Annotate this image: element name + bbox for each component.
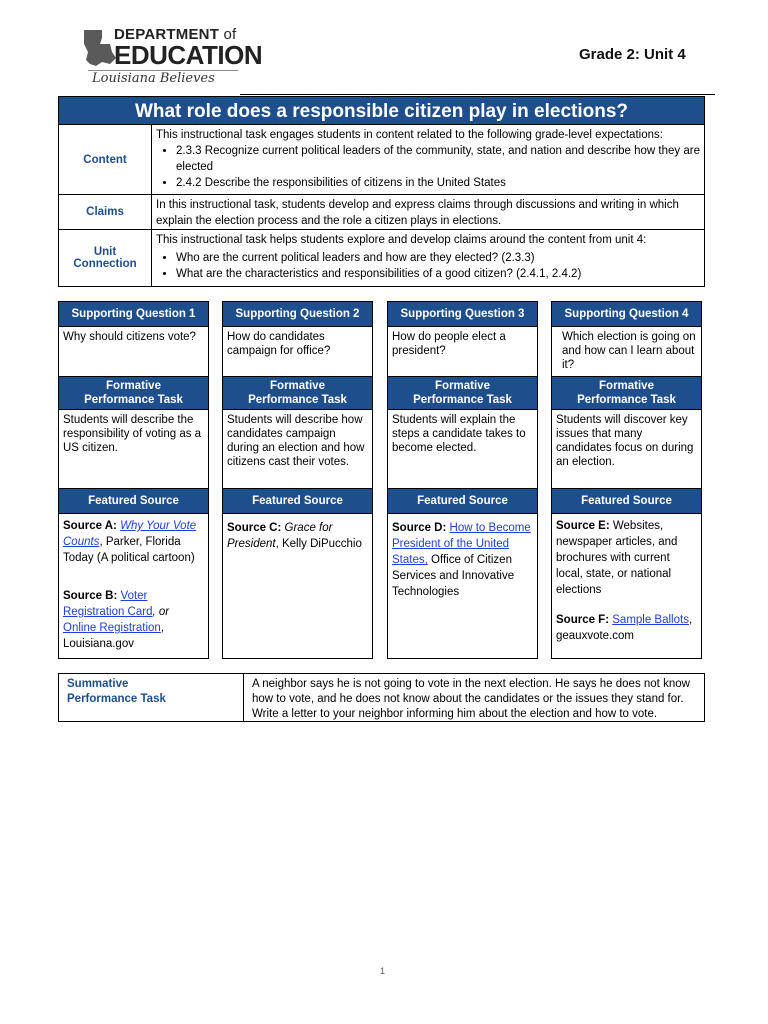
formative-task-text: Students will discover key issues that many candidates focus on during an election. [551,409,702,488]
formative-task-text: Students will explain the steps a candidate takes to become elected. [387,409,538,488]
supporting-question-column-1 [58,301,209,659]
source-b-link[interactable]: Voter Registration Card [63,590,153,618]
featured-source-text: Source A: Why Your Vote Counts, Parker, Florida Today (A political cartoon) Source B: Voter Registration Card, or Online Registration, Louisiana.gov [58,513,209,659]
source-f-link[interactable]: Sample Ballots [612,614,689,626]
unit-connection-intro: This instructional task helps students explore and develop claims around the content from unit 4: [156,234,647,246]
supporting-question-text: How do people elect a president? [387,326,538,376]
department-logo [82,26,263,88]
content-item: • 2.4.2 Describe the responsibilities of citizens in the United States [176,175,700,191]
featured-source-text: Source D: How to Become President of the United States, Office of Citizen Services and Innovative Technologies [387,513,538,659]
featured-source-text: Source C: Grace for President, Kelly DiPucchio [222,513,373,659]
formative-task-header: Formative Performance Task [58,376,209,409]
featured-source-header: Featured Source [222,488,373,513]
grade-unit-label: Grade 2: Unit 4 [579,46,686,63]
featured-source-header: Featured Source [58,488,209,513]
formative-task-text: Students will describe how candidates campaign during an election and how citizens cast their votes. [222,409,373,488]
unit-connection-item: • What are the characteristics and responsibilities of a good citizen? (2.4.1, 2.4.2) [176,266,700,282]
supporting-question-text: Which election is going on and how can I learn about it? [551,326,702,376]
source-d-link[interactable]: How to Become President of the United States, [392,522,531,566]
content-cell [152,125,704,194]
page-number: 1 [380,966,386,976]
logo-tagline: Louisiana Believes [92,71,215,86]
unit-connection-label: Unit Connection [59,230,152,286]
content-label: Content [59,125,152,194]
supporting-question-header: Supporting Question 3 [387,301,538,326]
supporting-question-text: How do candidates campaign for office? [222,326,373,376]
content-list [156,143,700,191]
source-b-online-link[interactable]: Online Registration [63,622,161,634]
formative-task-header: Formative Performance Task [551,376,702,409]
header-rule [240,94,715,95]
claims-label: Claims [59,195,152,229]
supporting-question-column-2 [222,301,373,659]
unit-connection-row [58,230,705,287]
supporting-question-header: Supporting Question 4 [551,301,702,326]
claims-row [58,195,705,230]
claims-text: In this instructional task, students develop and express claims through discussions and writing in which explain the election process and the role a citizen plays in elections. [156,199,679,227]
unit-connection-list [156,250,700,282]
supporting-question-header: Supporting Question 2 [222,301,373,326]
featured-source-text: Source E: Websites, newspaper articles, and brochures with current local, state, or national elections Source F: Sample Ballots, geauxvote.com [551,513,702,659]
unit-connection-item: • Who are the current political leaders and how are they elected? (2.3.3) [176,250,700,266]
supporting-question-header: Supporting Question 1 [58,301,209,326]
formative-task-header: Formative Performance Task [387,376,538,409]
overview-table [58,96,705,287]
supporting-question-text: Why should citizens vote? [58,326,209,376]
summative-task-label: Summative Performance Task [59,674,244,721]
formative-task-text: Students will describe the responsibility of voting as a US citizen. [58,409,209,488]
content-row [58,125,705,195]
content-intro: This instructional task engages students in content related to the following grade-level expectations: [156,129,663,141]
unit-connection-cell [152,230,704,286]
summative-task-text: A neighbor says he is not going to vote in the next election. He says he does not know how to vote, and he does not know about the candidates or the issues they stand for. Write a letter to your neighbor informing him about the election and how to vote. [252,678,690,720]
formative-task-header: Formative Performance Task [222,376,373,409]
louisiana-state-icon [82,28,116,68]
logo-department-text: DEPARTMENT of [114,26,237,43]
supporting-question-column-3 [387,301,538,659]
source-a-link[interactable]: Why Your Vote Counts [63,520,197,548]
logo-education-text: EDUCATION [114,40,263,70]
page-title: What role does a responsible citizen play in elections? [58,96,705,125]
supporting-question-column-4 [551,301,702,659]
featured-source-header: Featured Source [551,488,702,513]
content-item: • 2.3.3 Recognize current political leaders of the community, state, and nation and describe how they are elected [176,143,700,175]
featured-source-header: Featured Source [387,488,538,513]
source-c-title: Grace for President [227,522,333,550]
summative-task-table [58,673,705,722]
